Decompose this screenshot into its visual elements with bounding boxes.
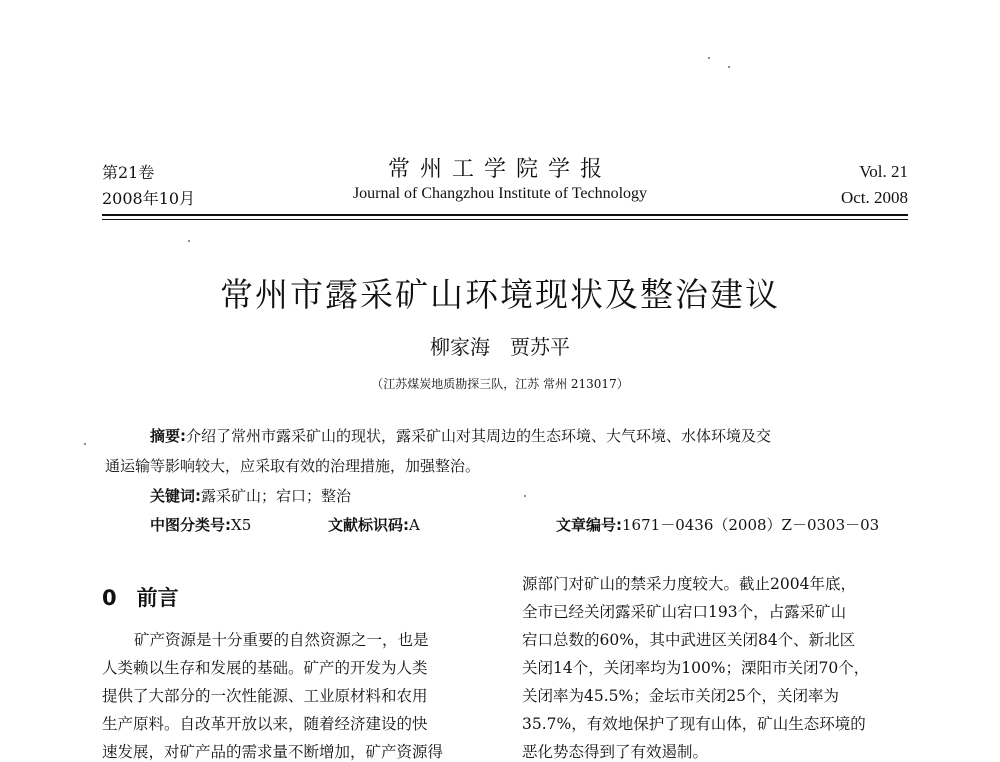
header-rule-thick	[102, 214, 908, 216]
abstract-line-1	[150, 425, 771, 446]
doc-code-label: 文献标识码	[328, 516, 404, 534]
left-line-1: 矿产资源是十分重要的自然资源之一，也是	[134, 631, 429, 649]
abstract-colon: :	[180, 427, 187, 445]
section-title: 前言	[136, 586, 179, 610]
abstract-text-2: 通运输等影响较大，应采取有效的治理措施，加强整治。	[105, 457, 481, 475]
keywords-text: 露采矿山；宕口；整治	[201, 487, 352, 505]
right-line-7: 恶化势态得到了有效遏制。	[522, 743, 709, 761]
left-line-3: 提供了大部分的一次性能源、工业原材料和农用	[102, 687, 428, 705]
doc-code-line	[328, 514, 420, 535]
right-line-2: 全市已经关闭露采矿山宕口193个，占露采矿山	[522, 603, 847, 621]
scan-speck	[188, 240, 190, 242]
keywords-colon: :	[195, 487, 202, 505]
clc-label: 中图分类号	[150, 516, 226, 534]
clc-value: X5	[231, 516, 252, 534]
left-line-4: 生产原料。自改革开放以来，随着经济建设的快	[102, 715, 428, 733]
scan-speck	[708, 57, 710, 59]
right-line-3: 宕口总数的60%，其中武进区关闭84个、新北区	[522, 631, 856, 649]
article-no-line	[556, 514, 879, 535]
journal-title-en: Journal of Changzhou Institute of Technology	[352, 185, 648, 202]
volume-en: Vol. 21	[859, 162, 908, 181]
doc-code-value: A	[409, 516, 420, 534]
scan-speck	[728, 66, 730, 68]
right-line-5: 关闭率为45.5%；金坛市关闭25个，关闭率为	[522, 687, 839, 705]
left-line-2: 人类赖以生存和发展的基础。矿产的开发为人类	[102, 659, 428, 677]
journal-title-cn: 常州工学院学报	[387, 157, 612, 182]
article-no-colon: :	[616, 516, 623, 534]
clc-colon: :	[225, 516, 232, 534]
article-title: 常州市露采矿山环境现状及整治建议	[220, 275, 780, 314]
date-cn: 2008年10月	[102, 189, 196, 208]
volume-cn: 第21卷	[102, 163, 155, 182]
author-affiliation: （江苏煤炭地质勘探三队，江苏 常州 213017）	[371, 377, 629, 391]
article-authors: 柳家海 贾苏平	[430, 335, 570, 359]
right-line-6: 35.7%，有效地保护了现有山体，矿山生态环境的	[522, 715, 866, 733]
article-no-value: 1671－0436（2008）Z－0303－03	[622, 516, 880, 534]
abstract-text-1: 介绍了常州市露采矿山的现状，露采矿山对其周边的生态环境、大气环境、水体环境及交	[186, 427, 772, 445]
section-heading	[102, 582, 179, 612]
keywords-label: 关键词	[150, 487, 196, 505]
abstract-label: 摘要	[150, 427, 181, 445]
clc-line	[150, 514, 251, 535]
scan-speck	[84, 443, 86, 445]
right-line-4: 关闭14个，关闭率均为100%；溧阳市关闭70个，	[522, 659, 870, 677]
scan-speck	[524, 495, 526, 497]
section-number: 0	[102, 586, 117, 610]
keywords-line	[150, 485, 351, 506]
date-en: Oct. 2008	[840, 188, 908, 207]
article-no-label: 文章编号	[556, 516, 617, 534]
right-line-1: 源部门对矿山的禁采力度较大。截止2004年底，	[522, 575, 856, 593]
left-line-5: 速发展，对矿产品的需求量不断增加，矿产资源得	[102, 743, 444, 761]
header-rule-thin	[102, 219, 908, 220]
doc-code-colon: :	[403, 516, 410, 534]
